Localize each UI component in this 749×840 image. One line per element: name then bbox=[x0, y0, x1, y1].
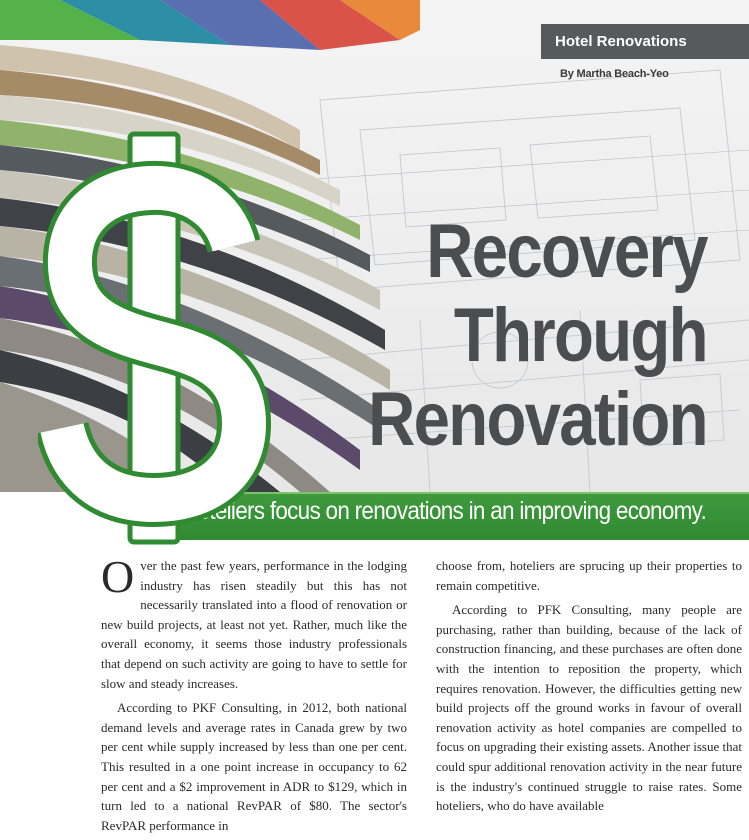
title-line-1: Recovery bbox=[426, 209, 707, 294]
article-paragraph: According to PFK Consulting, many people are purchasing, rather than building, because of the lack of construction financing, and these purchases are often done with the intention to reposition the property, which requires renovation. However, the difficulties getting new build projects off the ground works in favour of overall renovation activity as hotel companies are compelled to focus on upgrading their existing assets. Another issue that could spur additional renovation activity in the near future is the industry's continued struggle to raise rates. Some hoteliers, who do have available bbox=[436, 602, 742, 814]
drop-cap: O bbox=[101, 551, 135, 602]
dollar-sign-icon bbox=[38, 128, 278, 548]
article-paragraph bbox=[101, 551, 407, 693]
title-line-2: Through bbox=[454, 293, 707, 378]
article-column-right bbox=[436, 556, 742, 821]
article-paragraph: According to PKF Consulting, in 2012, both national demand levels and average rates in Canada grew by two per cent while supply increased by less than one per cent. This resulted in a one point increase in occupancy to 62 per cent and a $2 improvement in ADR to $129, which in turn led to a national RevPAR of $80. The sector's RevPAR performance in bbox=[101, 700, 407, 833]
section-tag: Hotel Renovations bbox=[541, 24, 749, 59]
subtitle-text: Hoteliers focus on renovations in an improving economy. bbox=[182, 497, 707, 525]
paragraph-text: ver the past few years, performance in the lodging industry has risen steadily but this has not necessarily translated into a flood of renovation or new build projects, at least not yet. Rather, much like the overall economy, it seems those industry professionals that depend on such activity are going to have to settle for slow and steady increases. bbox=[101, 558, 407, 691]
article-paragraph: choose from, hoteliers are sprucing up their properties to remain competitive. bbox=[436, 558, 742, 593]
title-line-3: Renovation bbox=[368, 377, 707, 462]
byline: By Martha Beach-Yeo bbox=[560, 68, 669, 80]
article-title bbox=[368, 210, 707, 462]
article-column-left bbox=[101, 551, 407, 840]
